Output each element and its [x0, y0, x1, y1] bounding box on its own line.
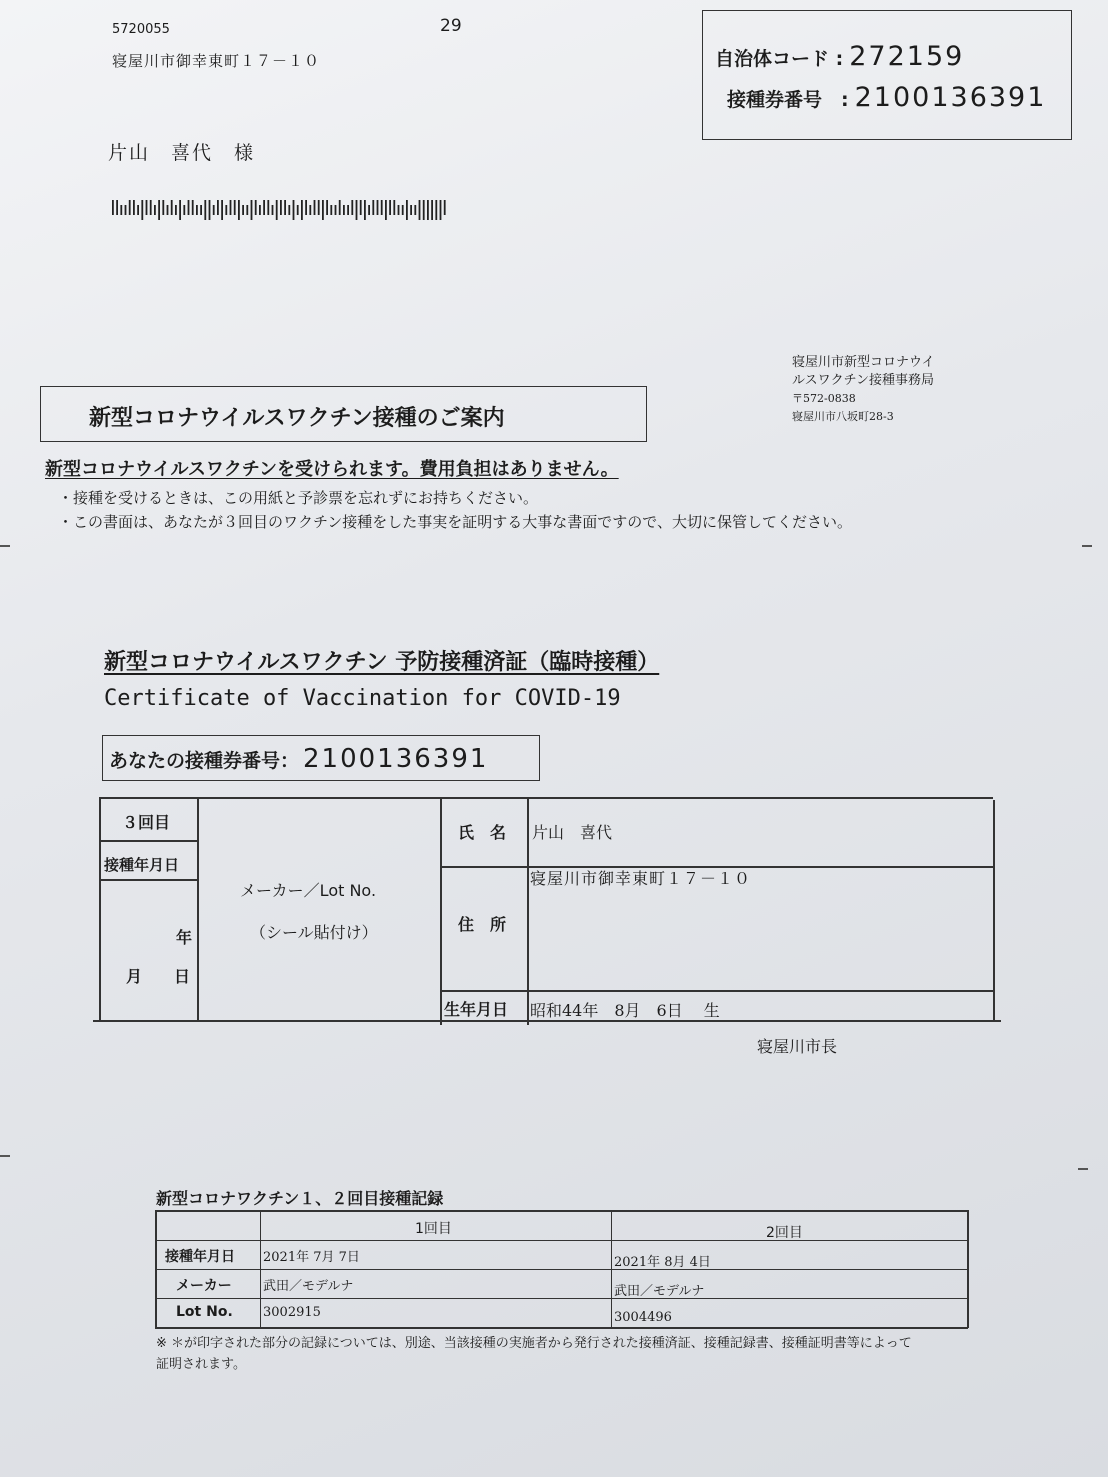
barcode-bar: [402, 205, 404, 215]
rec-vline-1: [260, 1210, 261, 1328]
notice-title: 新型コロナウイルスワクチン接種のご案内: [40, 386, 647, 442]
recipient-name: 片山 喜代 様: [108, 142, 256, 164]
fold-mark: [0, 545, 10, 547]
sticker-label: （シール貼付け）: [250, 923, 378, 942]
barcode-bar: [309, 205, 311, 215]
rec-row-maker-d2: 武田／モデルナ: [614, 1284, 705, 1299]
dose-label: ３回目: [122, 813, 171, 832]
barcode-bar: [230, 200, 232, 215]
barcode-bar: [162, 200, 164, 215]
barcode-bar: [263, 200, 265, 215]
ticket-number-label: 接種券番号: [727, 89, 823, 111]
barcode-bar: [356, 200, 358, 220]
year-label: 年: [176, 928, 193, 947]
rec-border-top: [155, 1210, 968, 1212]
code-box: [702, 10, 1072, 140]
name-value: 片山 喜代: [532, 823, 613, 842]
certificate-title: 新型コロナウイルスワクチン 予防接種済証（臨時接種）: [104, 650, 660, 675]
records-footnote: ※ ＊が印字された部分の記録については、別途、当該接種の実施者から発行された接種済証、接種記録書、接種証明書等によって証明されます。: [156, 1336, 912, 1372]
rec-row-lot-d2: 3004496: [614, 1310, 672, 1325]
barcode-bar: [280, 200, 282, 215]
barcode-bar: [440, 200, 442, 220]
barcode-bar: [267, 200, 269, 215]
rec-row-maker-label: メーカー: [176, 1278, 232, 1294]
rec-hline-2: [155, 1269, 968, 1270]
barcode-bar: [242, 205, 244, 215]
barcode-bar: [217, 200, 219, 215]
rec-border-bottom: [155, 1327, 968, 1329]
barcode-bar: [398, 205, 400, 215]
rec-hline-3: [155, 1298, 968, 1299]
rec-hline-1: [155, 1240, 968, 1241]
barcode-bar: [423, 200, 425, 220]
barcode-bar: [112, 200, 114, 215]
barcode-bar: [301, 200, 303, 220]
barcode-bar: [137, 205, 139, 215]
barcode-bar: [288, 205, 290, 215]
barcode-bar: [150, 200, 152, 215]
office-line-1: 寝屋川市新型コロナウイ: [792, 355, 935, 370]
barcode-bar: [389, 200, 391, 215]
barcode-bar: [175, 205, 177, 215]
ticket-number-row: 接種券番号 : 2100136391: [727, 82, 1047, 113]
barcode-bar: [427, 200, 429, 220]
records-title: 新型コロナワクチン１、２回目接種記録: [156, 1189, 444, 1208]
barcode-bar: [146, 200, 148, 215]
maker-lot-label: メーカー／Lot No.: [240, 881, 377, 900]
barcode-bar: [305, 200, 307, 215]
table-hline-1: [100, 840, 197, 842]
barcode-bar: [335, 205, 337, 215]
birth-value: 昭和44年 8月 6日 生: [530, 1001, 720, 1020]
rec-vline-2: [611, 1210, 612, 1328]
barcode-bar: [221, 200, 223, 220]
barcode-bar: [158, 200, 160, 220]
notice-bullet-2: ・この書面は、あなたが３回目のワクチン接種をした事実を証明する大事な書面ですので、大切に保管してください。: [58, 513, 852, 531]
municipality-code-row: 自治体コード : 272159: [715, 41, 965, 72]
rec-row-maker-d1: 武田／モデルナ: [263, 1279, 354, 1294]
notice-bullet-1: ・接種を受けるときは、この用紙と予診票を忘れずにお持ちください。: [58, 489, 539, 507]
barcode-bar: [419, 200, 421, 220]
barcode-bar: [351, 200, 353, 215]
barcode-bar: [314, 200, 316, 215]
barcode-bar: [120, 205, 122, 215]
barcode-bar: [133, 200, 135, 215]
barcode-bar: [213, 205, 215, 215]
barcode-bar: [364, 200, 366, 220]
fold-mark: [1078, 1168, 1088, 1170]
table-divider-1: [197, 797, 199, 1020]
barcode-bar: [192, 200, 194, 215]
municipality-code-label: 自治体コード: [715, 48, 830, 70]
barcode-bar: [141, 200, 143, 220]
issuer: 寝屋川市長: [757, 1037, 838, 1056]
name-label: 氏 名: [458, 823, 507, 842]
office-line-2: ルスワクチン接種事務局: [792, 373, 934, 388]
barcode-bar: [238, 200, 240, 220]
office-zip: 〒572-0838: [792, 392, 856, 405]
office-address: 寝屋川市八坂町28-3: [792, 410, 894, 423]
issuing-office: [792, 354, 935, 426]
rec-row-date-d1: 2021年 7月 7日: [263, 1250, 360, 1265]
recipient-address: 寝屋川市御幸東町１７－１０: [112, 52, 321, 70]
barcode-bar: [234, 200, 236, 215]
fold-mark: [1082, 545, 1092, 547]
barcode-bar: [343, 205, 345, 215]
barcode-bar: [116, 200, 118, 215]
municipality-code-value: 272159: [849, 41, 965, 72]
barcode-bar: [435, 200, 437, 220]
barcode-bar: [393, 200, 395, 215]
barcode-bar: [272, 205, 274, 215]
barcode-bar: [188, 200, 190, 215]
barcode-bar: [251, 200, 253, 220]
barcode-bar: [204, 200, 206, 220]
barcode-bar: [255, 200, 257, 215]
barcode-bar: [167, 205, 169, 215]
postal-code: 5720055: [112, 22, 170, 37]
barcode-bar: [385, 200, 387, 220]
barcode-bar: [372, 200, 374, 215]
barcode-bar: [246, 205, 248, 215]
table-border-top: [101, 797, 993, 799]
rec-row-date-d2: 2021年 8月 4日: [614, 1255, 711, 1270]
barcode-bar: [259, 205, 261, 215]
barcode-bar: [377, 200, 379, 215]
barcode-bar: [183, 205, 185, 215]
certificate-title-en: Certificate of Vaccination for COVID-19: [104, 686, 621, 711]
barcode-bar: [293, 200, 295, 220]
customer-barcode: [112, 200, 447, 220]
barcode-bar: [200, 205, 202, 215]
barcode-bar: [410, 205, 412, 215]
address-label: 住 所: [458, 915, 507, 934]
barcode-bar: [284, 200, 286, 215]
table-border-right: [993, 800, 995, 1020]
barcode-bar: [347, 205, 349, 215]
barcode-bar: [297, 205, 299, 215]
barcode-bar: [276, 200, 278, 220]
barcode-bar: [171, 200, 173, 215]
certificate-ticket-box: [102, 735, 540, 781]
barcode-bar: [406, 200, 408, 220]
barcode-bar: [414, 205, 416, 215]
barcode-bar: [125, 205, 127, 215]
date-label: 接種年月日: [104, 856, 180, 874]
rec-border-right: [967, 1210, 969, 1328]
rec-border-left: [155, 1210, 157, 1328]
barcode-bar: [360, 200, 362, 215]
address-value: 寝屋川市御幸東町１７－１０: [530, 869, 752, 888]
barcode-bar: [339, 200, 341, 215]
barcode-bar: [431, 200, 433, 220]
table-border-left: [99, 797, 101, 1020]
barcode-bar: [129, 200, 131, 215]
barcode-bar: [154, 205, 156, 215]
rec-col-1-header: 1回目: [415, 1221, 452, 1237]
certificate-ticket-label: あなたの接種券番号：: [109, 750, 300, 772]
barcode-bar: [381, 200, 383, 215]
table-hline-2: [100, 879, 197, 881]
rec-row-lot-d1: 3002915: [263, 1305, 321, 1320]
page-number: 29: [440, 16, 462, 36]
barcode-bar: [318, 200, 320, 215]
fold-mark: [0, 1155, 10, 1157]
certificate-ticket-value: 2100136391: [303, 744, 489, 774]
rec-row-date-label: 接種年月日: [165, 1249, 235, 1265]
rec-col-2-header: 2回目: [766, 1225, 803, 1241]
barcode-bar: [196, 205, 198, 215]
notice-headline: 新型コロナウイルスワクチンを受けられます。費用負担はありません。: [45, 459, 619, 480]
barcode-bar: [330, 205, 332, 215]
rec-row-lot-label: Lot No.: [176, 1304, 233, 1320]
birth-label: 生年月日: [444, 1000, 509, 1019]
barcode-bar: [444, 200, 446, 215]
barcode-bar: [179, 200, 181, 220]
barcode-bar: [225, 205, 227, 215]
month-day-label: 月 日: [126, 967, 191, 986]
barcode-bar: [209, 200, 211, 220]
barcode-bar: [368, 205, 370, 215]
barcode-bar: [326, 200, 328, 215]
table-hline-4: [440, 990, 993, 992]
ticket-number-value: 2100136391: [854, 82, 1047, 113]
barcode-bar: [322, 200, 324, 220]
